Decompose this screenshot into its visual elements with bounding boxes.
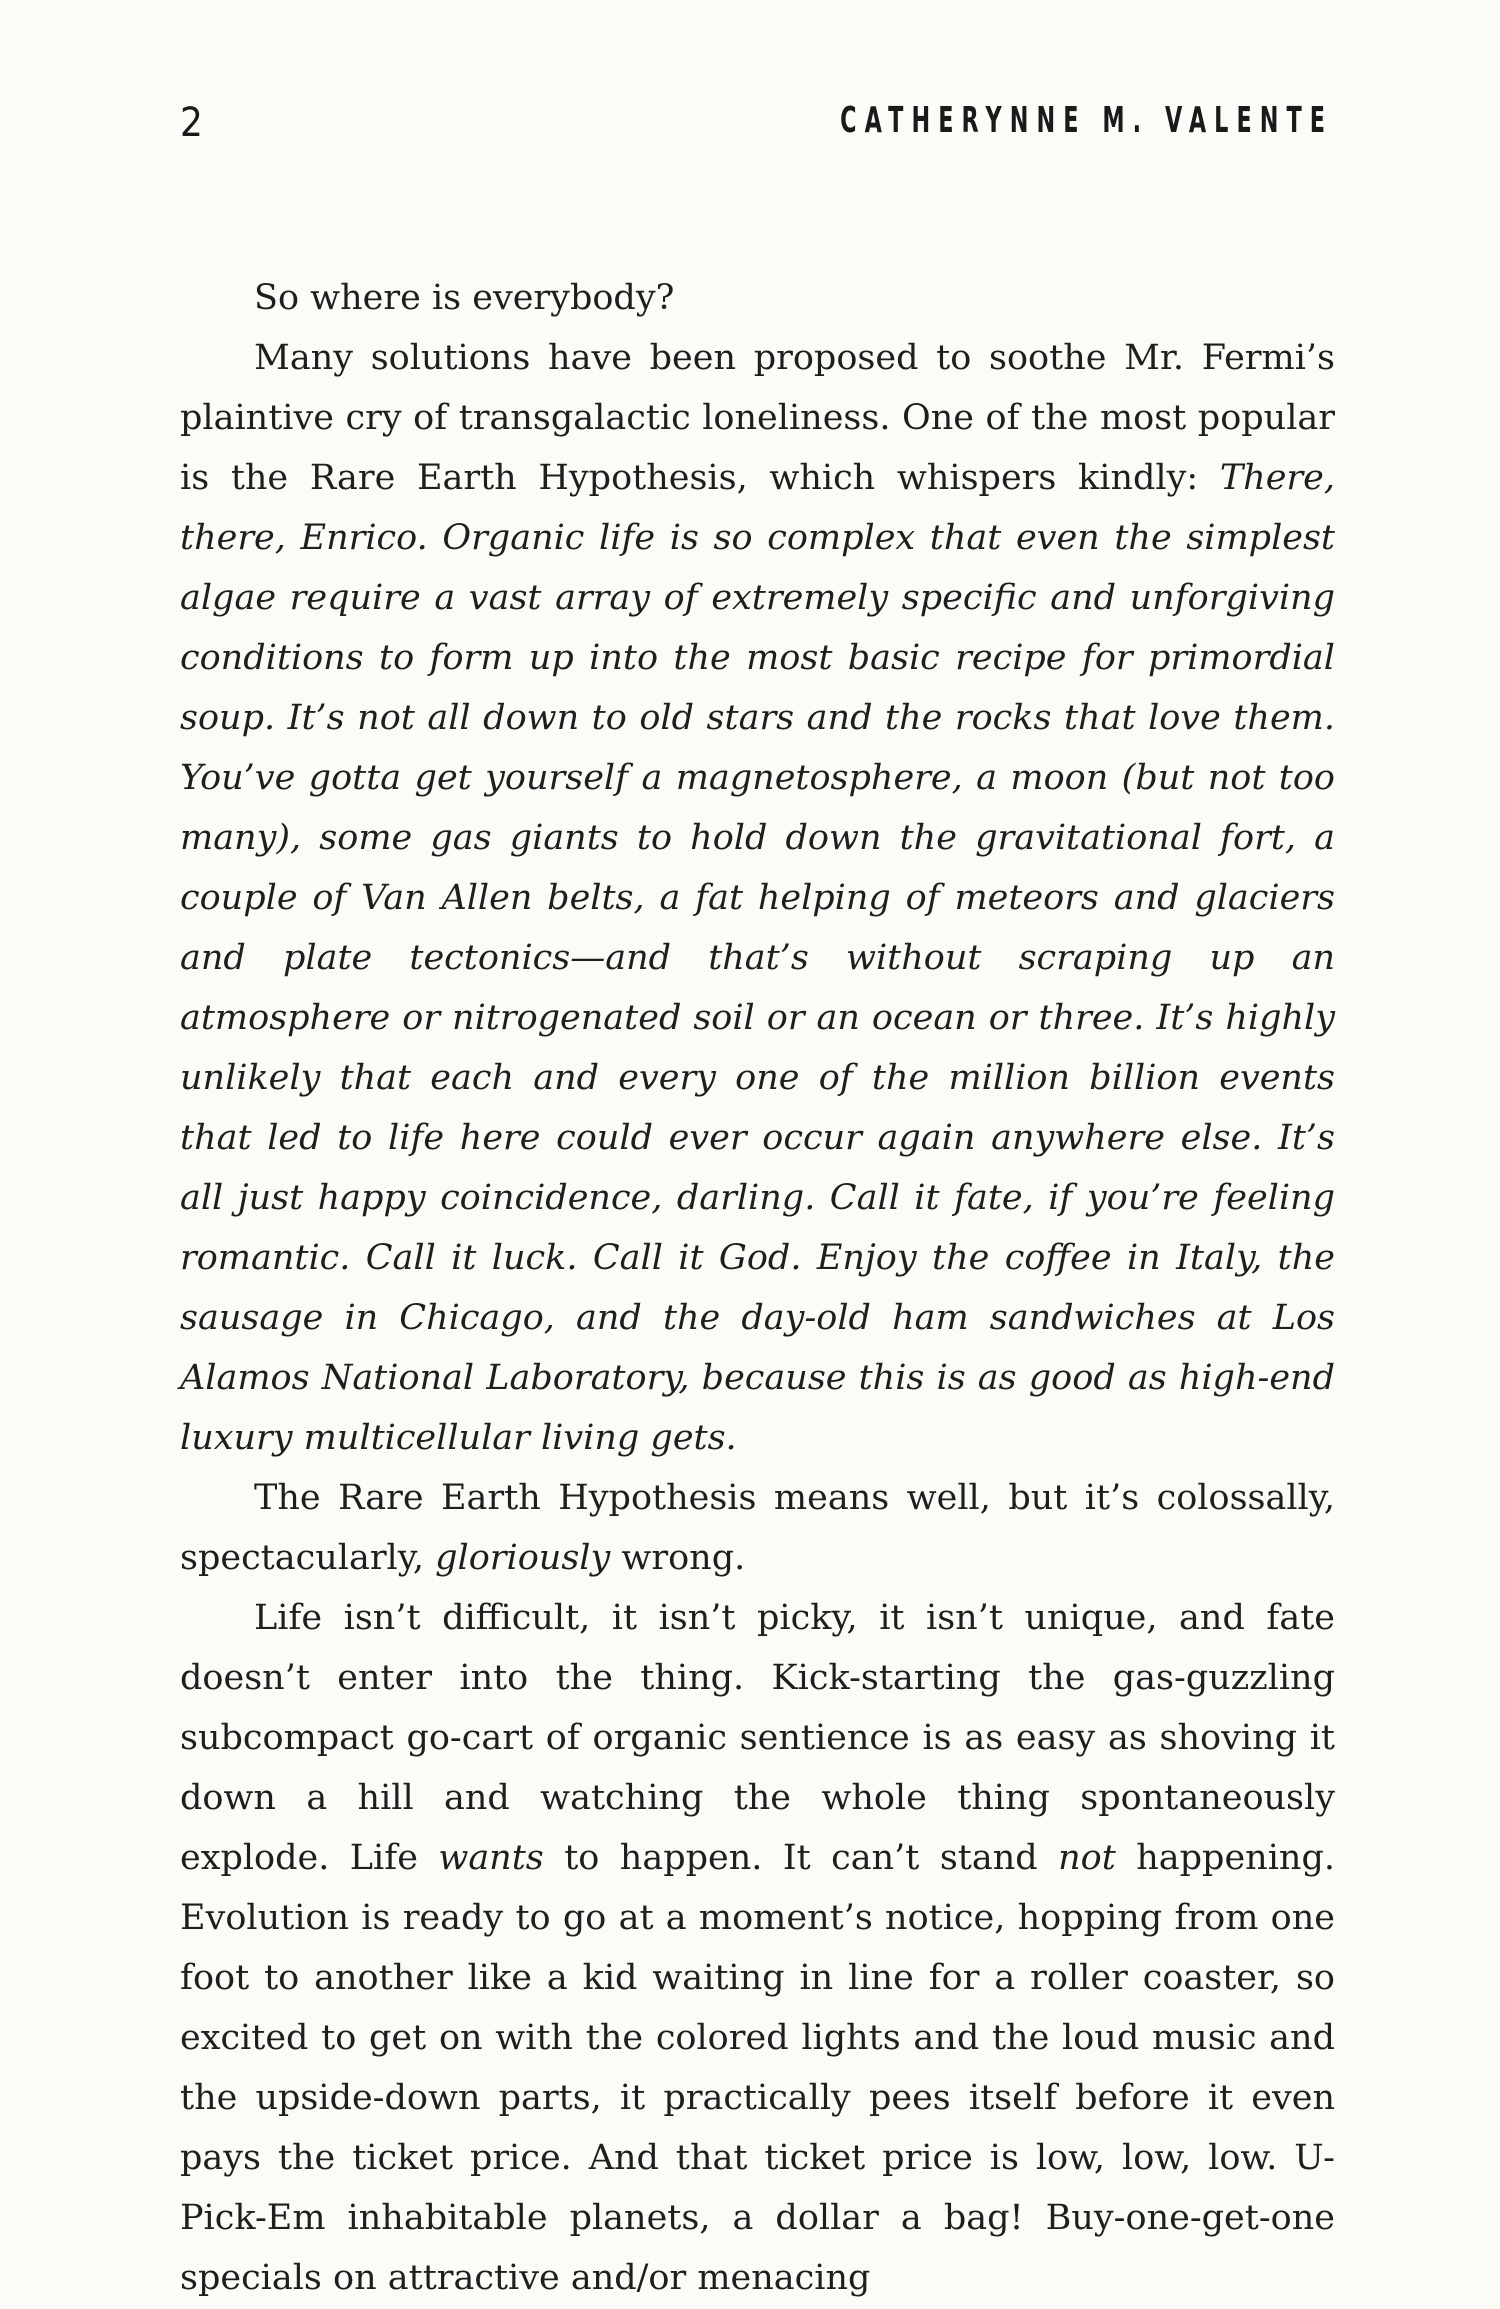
running-head-author: CATHERYNNE M. VALENTE	[840, 100, 1333, 141]
italic-text: There, there, Enrico. Organic life is so complex that even the simplest algae require a vast array of extremely specific and unforgiving conditions to form up into the most basic recipe for primordial soup. It’s not all down to old stars and the rocks that love them. You’ve gotta get yourself a magnetosphere, a moon (but not too many), some gas giants to hold down the gravitational fort, a couple of Van Allen belts, a fat helping of meteors and glaciers and plate tectonics—and that’s without scraping up an atmosphere or nitrogenated soil or an ocean or three. It’s highly unlikely that each and every one of the million billion events that led to life here could ever occur again anywhere else. It’s all just happy coincidence, darling. Call it fate, if you’re feeling romantic. Call it luck. Call it God. Enjoy the coffee in Italy, the sausage in Chicago, and the day-old ham sandwiches at Los Alamos National Laboratory, because this is as good as high-end luxury multicellular living gets.	[180, 458, 1335, 1458]
text-run: Many solutions have been proposed to soothe Mr. Fermi’s plaintive cry of transgalactic loneliness. One of the most popular is the Rare Earth Hypothesis, which whispers kindly:	[180, 338, 1335, 498]
paragraph	[180, 1468, 1335, 1588]
running-head	[180, 100, 1333, 160]
paragraph	[180, 1588, 1335, 2308]
text-run: wrong.	[610, 1538, 746, 1578]
page-number: 2	[180, 100, 205, 146]
italic-text: not	[1058, 1838, 1116, 1878]
text-run: So where is everybody?	[254, 278, 675, 318]
text-run: happening. Evolution is ready to go at a moment’s notice, hopping from one foot to another like a kid waiting in line for a roller coaster, so excited to get on with the colored lights and the loud music and the upside-down parts, it practically pees itself before it even pays the ticket price. And that ticket price is low, low, low. U-Pick-Em inhabitable planets, a dollar a bag! Buy-one-get-one specials on attractive and/or menacing	[180, 1838, 1335, 2298]
italic-text: gloriously	[435, 1538, 611, 1578]
body-text	[180, 268, 1335, 2308]
text-run: Life isn’t difficult, it isn’t picky, it isn’t unique, and fate doesn’t enter into the thing. Kick-starting the gas-guzzling subcompact go-cart of organic sentience is as easy as shoving it down a hill and watching the whole thing spontaneously explode. Life	[180, 1598, 1335, 1878]
paragraph	[180, 268, 1335, 328]
text-run: to happen. It can’t stand	[543, 1838, 1059, 1878]
paragraph	[180, 328, 1335, 1468]
text-run: The Rare Earth Hypothesis means well, but it’s colossally, spectacularly,	[180, 1478, 1335, 1578]
italic-text: wants	[438, 1838, 544, 1878]
